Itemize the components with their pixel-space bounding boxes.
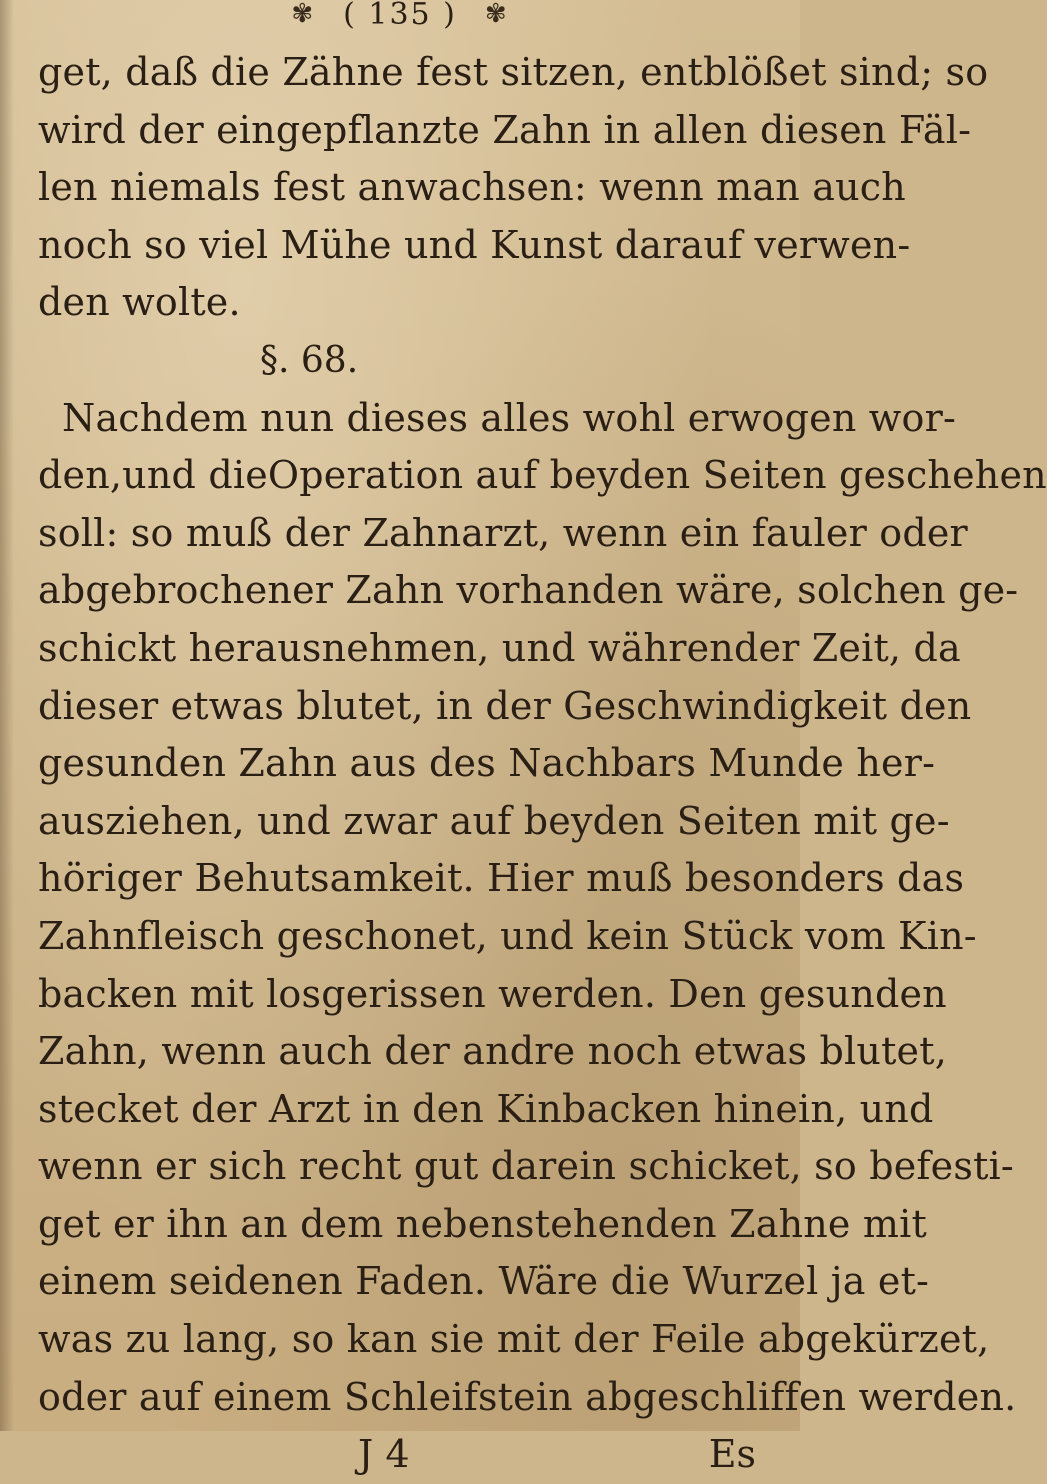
text-line: den wolte. xyxy=(38,280,241,325)
section-heading: §. 68. xyxy=(260,339,359,381)
text-line: einem seidenen Faden. Wäre die Wurzel ja et- xyxy=(38,1259,930,1304)
text-line: den,und dieOperation auf beyden Seiten geschehen xyxy=(38,453,1047,498)
page-edge-shadow xyxy=(0,0,14,1431)
text-line: abgebrochener Zahn vorhanden wäre, solchen ge- xyxy=(38,568,1019,613)
body-text xyxy=(38,44,1047,1484)
text-line: wenn er sich recht gut darein schicket, so befesti- xyxy=(38,1144,1014,1189)
text-line: ausziehen, und zwar auf beyden Seiten mit ge- xyxy=(38,798,950,843)
text-line: len niemals fest anwachsen: wenn man auch xyxy=(38,165,906,210)
text-line: dieser etwas blutet, in der Geschwindigkeit den xyxy=(38,683,972,728)
text-line: get, daß die Zähne fest sitzen, entblößet sind; so xyxy=(38,50,989,94)
text-line: Nachdem nun dieses alles wohl erwogen wor- xyxy=(62,395,956,440)
ornament-right-icon: ✾ xyxy=(484,0,509,29)
text-line: oder auf einem Schleifstein abgeschliffen werden. xyxy=(38,1374,1017,1419)
text-line: get er ihn an dem nebenstehenden Zahne mit xyxy=(38,1201,927,1246)
ornament-left-icon: ✾ xyxy=(291,0,316,29)
text-line: gesunden Zahn aus des Nachbars Munde her- xyxy=(38,741,936,786)
page-header xyxy=(0,0,800,34)
text-line: noch so viel Mühe und Kunst darauf verwen- xyxy=(38,222,911,267)
page-number: ( 135 ) xyxy=(343,0,457,32)
text-line: backen mit losgerissen werden. Den gesunden xyxy=(38,971,947,1016)
page-footer xyxy=(38,1426,760,1484)
text-line: Zahnfleisch geschonet, und kein Stück vom Kin- xyxy=(38,913,977,958)
text-line: stecket der Arzt in den Kinbacken hinein, und xyxy=(38,1086,934,1131)
text-line: wird der eingepflanzte Zahn in allen diesen Fäl- xyxy=(38,107,972,152)
text-line: höriger Behutsamkeit. Hier muß besonders das xyxy=(38,856,965,901)
signature-mark: J 4 xyxy=(358,1432,410,1477)
text-line: Zahn, wenn auch der andre noch etwas blutet, xyxy=(38,1029,947,1074)
catchword: Es xyxy=(708,1432,756,1477)
text-line: was zu lang, so kan sie mit der Feile abgekürzet, xyxy=(38,1317,990,1362)
text-line: schickt herausnehmen, und währender Zeit, da xyxy=(38,625,961,670)
text-line: soll: so muß der Zahnarzt, wenn ein fauler oder xyxy=(38,510,968,555)
